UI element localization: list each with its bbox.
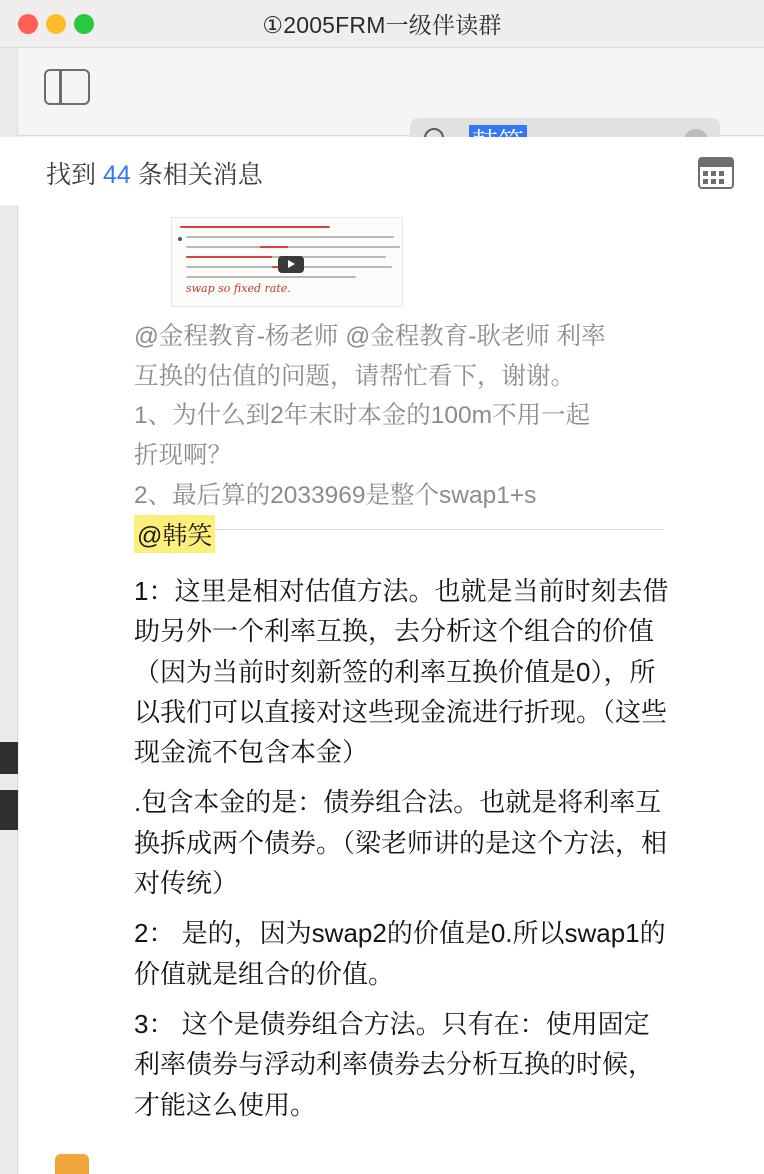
quote-line: 互换的估值的问题，请帮忙看下，谢谢。	[134, 362, 575, 390]
results-bar	[0, 137, 764, 205]
reply-paragraph: 3： 这个是债券组合方法。只有在：使用固定利率债券与浮动利率债券去分析互换的时候，才能这么使用。	[134, 1008, 655, 1120]
close-button[interactable]	[18, 14, 38, 34]
calendar-icon[interactable]	[698, 157, 734, 189]
title-bar	[0, 0, 764, 48]
reply-paragraph: 2： 是的，因为swap2的价值是0.所以swap1的价值就是组合的价值。	[134, 918, 666, 989]
rail-block	[0, 790, 18, 830]
calendar-dots	[703, 171, 729, 184]
rail-block	[0, 742, 18, 774]
sidebar-icon[interactable]	[44, 69, 90, 105]
mention-highlight: @韩笑	[134, 515, 215, 553]
quote-line: 折现啊？	[134, 442, 232, 470]
quote-line: 1、为什么到2年末时本金的100m不用一起	[134, 402, 591, 430]
reply-paragraph: 1：这里是相对估值方法。也就是当前时刻去借助另外一个利率互换，去分析这个组合的价值（因为当前时刻新签的利率互换价值是0），所以我们可以直接对这些现金流进行折现。（这些现金流不包含本金）	[134, 576, 669, 768]
left-rail	[0, 48, 18, 1174]
handwriting-annotation: swap so fixed rate.	[186, 282, 291, 295]
results-count-label	[46, 155, 263, 191]
results-count: 44	[102, 161, 131, 189]
toolbar	[0, 48, 764, 136]
results-prefix: 找到	[46, 161, 103, 189]
reply-paragraph: .包含本金的是：债券组合法。也就是将利率互换拆成两个债券。（梁老师讲的是这个方法，相对传统）	[134, 787, 668, 899]
window-title: ①2005FRM一级伴读群	[262, 12, 502, 38]
avatar[interactable]	[55, 1154, 89, 1174]
quoted-message	[134, 317, 664, 530]
reply-message	[134, 515, 674, 1125]
bottom-strip	[19, 1152, 764, 1174]
message-content	[19, 205, 764, 1174]
minimize-button[interactable]	[46, 14, 66, 34]
play-icon[interactable]	[278, 256, 304, 273]
results-suffix: 条相关消息	[130, 161, 263, 189]
quote-line: 2、最后算的2033969是整个swap1+s	[134, 481, 537, 509]
window-controls	[18, 14, 94, 34]
quote-line: @金程教育-杨老师 @金程教育-耿老师 利率	[134, 323, 606, 350]
zoom-button[interactable]	[74, 14, 94, 34]
image-preview[interactable]	[171, 217, 403, 307]
